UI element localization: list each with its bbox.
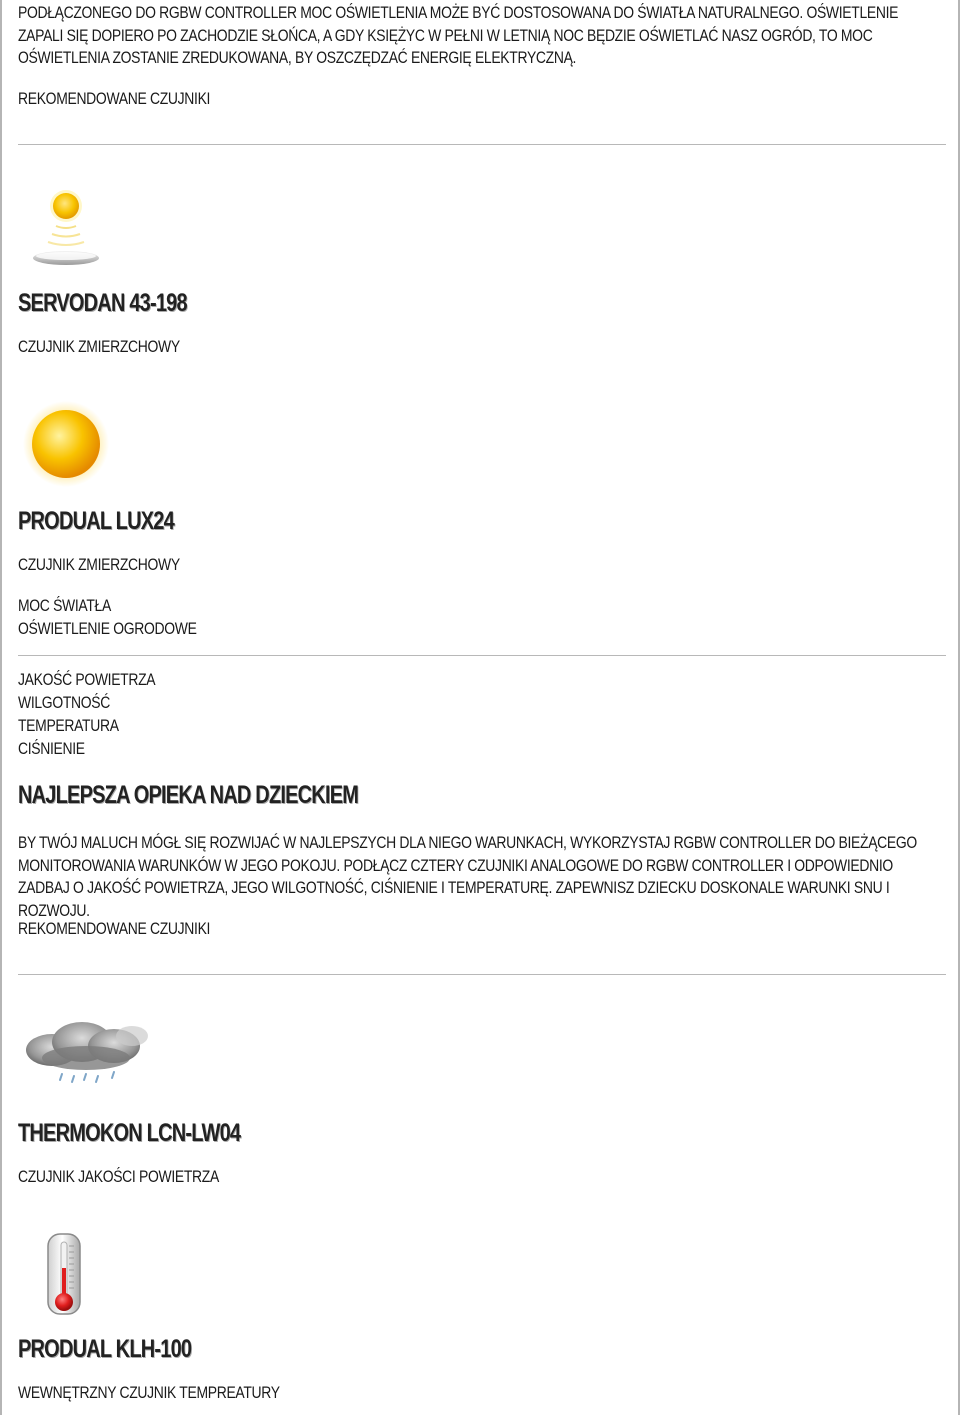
section-paragraph: BY TWÓJ MALUCH MÓGŁ SIĘ ROZWIJAĆ W NAJLEPSZYCH DLA NIEGO WARUNKACH, WYKORZYSTAJ RGBW CONTROLLER DO BIEŻĄCEGO MONITOROWANIA WARUNKÓW W JEGO POKOJU. PODŁĄCZ CZTERY CZUJNIKI ANALOGOWE DO RGBW CONTROLLER I ODPOWIEDNIO ZADBAJ O JAKOŚĆ POWIETRZA, JEGO WILGOTNOŚĆ, CIŚNIENIE I TEMPERATURĘ. ZAPEWNISZ DZIECKU DOSKONALE WARUNKI SNU I ROZWOJU. <box>18 833 917 920</box>
divider <box>18 144 946 145</box>
product-description: CZUJNIK JAKOŚCI POWIETRZA <box>18 1167 219 1186</box>
thermometer-icon <box>44 1232 84 1318</box>
product-name: PRODUAL LUX24 <box>18 507 174 535</box>
intro-paragraph: PODŁĄCZONEGO DO RGBW CONTROLLER MOC OŚWIETLENIA MOŻE BYĆ DOSTOSOWANA DO ŚWIATŁA NATURALNEGO. OŚWIETLENIE ZAPALI SIĘ DOPIERO PO ZACHODZIE SŁOŃCA, A GDY KSIĘŻYC W PEŁNI W LETNIĄ NOC BĘDZIE OŚWIETLAĆ NASZ OGRÓD, TO MOC OŚWIETLENIA ZOSTANIE ZREDUKOWANA, BY OSZCZĘDZAĆ ENERGIĘ ELEKTRYCZNĄ. <box>18 3 899 67</box>
tag-item: MOC ŚWIATŁA <box>18 596 111 615</box>
tag-item: CIŚNIENIE <box>18 739 85 758</box>
product-description: CZUJNIK ZMIERZCHOWY <box>18 555 180 574</box>
tag-item: JAKOŚĆ POWIETRZA <box>18 670 156 689</box>
rain-cloud-icon <box>22 1014 152 1090</box>
tag-item: OŚWIETLENIE OGRODOWE <box>18 619 197 638</box>
product-description: CZUJNIK ZMIERZCHOWY <box>18 337 180 356</box>
tag-item: TEMPERATURA <box>18 716 119 735</box>
tag-item: WILGOTNOŚĆ <box>18 693 110 712</box>
product-name: SERVODAN 43-198 <box>18 289 187 317</box>
sun-icon <box>22 400 110 488</box>
recommended-sensors-label: REKOMENDOWANE CZUJNIKI <box>18 89 211 108</box>
divider <box>18 655 946 656</box>
product-description: WEWNĘTRZNY CZUJNIK TEMPREATURY <box>18 1383 280 1402</box>
sun-dish-icon <box>30 186 102 270</box>
divider <box>18 974 946 975</box>
recommended-sensors-label: REKOMENDOWANE CZUJNIKI <box>18 919 211 938</box>
section-title: NAJLEPSZA OPIEKA NAD DZIECKIEM <box>18 781 359 809</box>
product-name: THERMOKON LCN-LW04 <box>18 1119 241 1147</box>
product-name: PRODUAL KLH-100 <box>18 1335 192 1363</box>
